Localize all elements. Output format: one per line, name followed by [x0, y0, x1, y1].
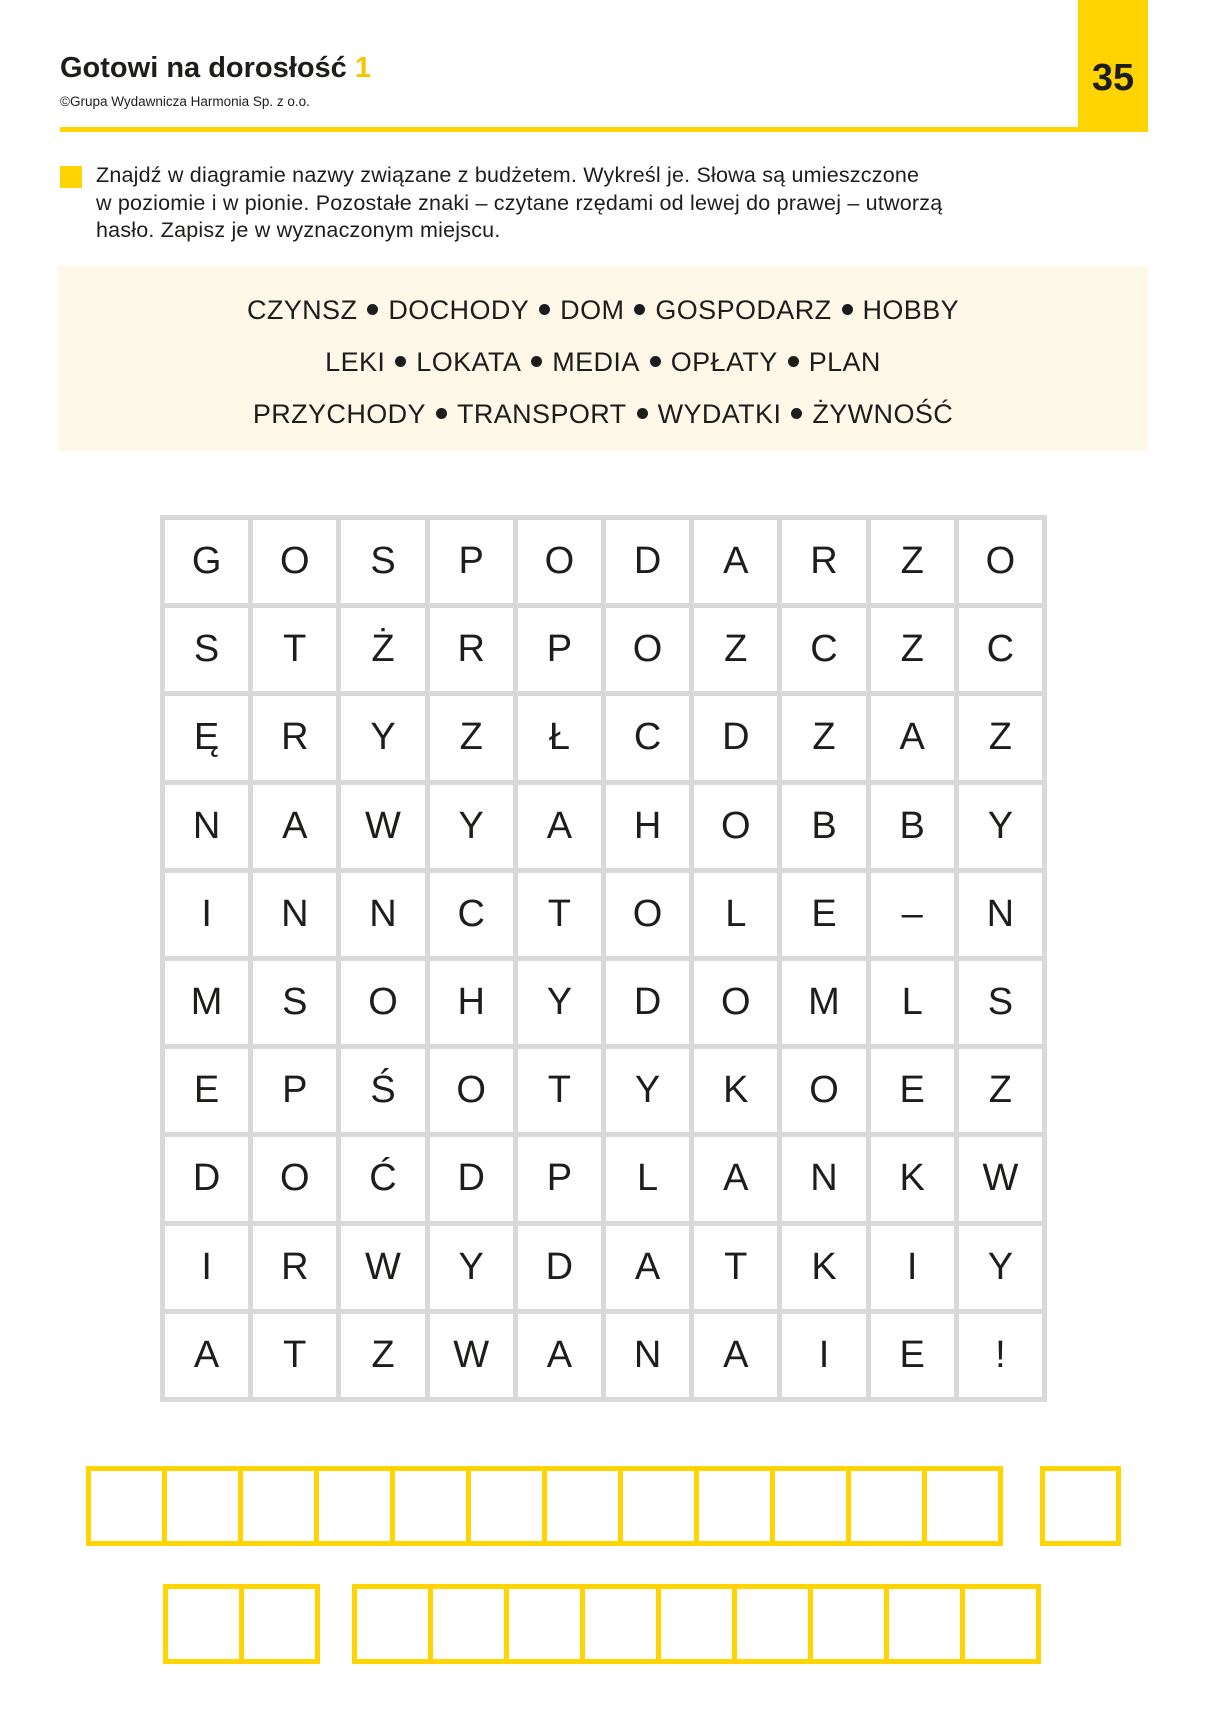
grid-cell[interactable]: N	[959, 873, 1042, 956]
grid-cell[interactable]: O	[253, 520, 336, 603]
grid-cell[interactable]: N	[165, 785, 248, 868]
grid-cell[interactable]: L	[694, 873, 777, 956]
grid-cell[interactable]: Ł	[518, 696, 601, 779]
grid-cell[interactable]: Ć	[341, 1137, 424, 1220]
grid-cell[interactable]: E	[165, 1049, 248, 1132]
grid-cell[interactable]: H	[430, 961, 513, 1044]
grid-cell[interactable]: O	[253, 1137, 336, 1220]
grid-cell[interactable]: A	[871, 696, 954, 779]
grid-cell[interactable]: S	[253, 961, 336, 1044]
grid-cell[interactable]: P	[518, 608, 601, 691]
grid-cell[interactable]: Y	[430, 1226, 513, 1309]
answer-box[interactable]	[851, 1471, 927, 1541]
grid-cell[interactable]: T	[253, 1314, 336, 1397]
word-bank-item: CZYNSZ	[246, 295, 358, 325]
bullet-separator-icon	[436, 408, 447, 419]
word-bank-line	[58, 336, 1148, 388]
grid-cell[interactable]: K	[782, 1226, 865, 1309]
grid-cell[interactable]: M	[165, 961, 248, 1044]
grid-cell[interactable]: O	[694, 961, 777, 1044]
grid-cell[interactable]: Z	[871, 520, 954, 603]
grid-cell[interactable]: –	[871, 873, 954, 956]
grid-cell[interactable]: Z	[430, 696, 513, 779]
grid-cell[interactable]: C	[782, 608, 865, 691]
word-bank-item: DOM	[560, 295, 625, 325]
grid-cell[interactable]: O	[959, 520, 1042, 603]
word-bank-item: GOSPODARZ	[655, 295, 832, 325]
word-bank-item: DOCHODY	[388, 295, 530, 325]
grid-cell[interactable]: I	[782, 1314, 865, 1397]
answer-box[interactable]	[1045, 1471, 1121, 1541]
answer-box[interactable]	[661, 1589, 737, 1659]
grid-cell[interactable]: Y	[341, 696, 424, 779]
answer-box[interactable]	[433, 1589, 509, 1659]
grid-cell[interactable]: S	[341, 520, 424, 603]
word-bank-item: LEKI	[325, 347, 386, 377]
answer-box[interactable]	[471, 1471, 547, 1541]
task-instruction	[96, 162, 942, 245]
grid-cell[interactable]: L	[871, 961, 954, 1044]
grid-cell[interactable]: T	[518, 1049, 601, 1132]
grid-cell[interactable]: R	[253, 696, 336, 779]
grid-cell[interactable]: Ż	[341, 608, 424, 691]
answer-box[interactable]	[585, 1589, 661, 1659]
grid-cell[interactable]: Y	[959, 785, 1042, 868]
grid-cell[interactable]: O	[518, 520, 601, 603]
grid-cell[interactable]: Z	[782, 696, 865, 779]
word-bank-item: TRANSPORT	[456, 399, 627, 429]
answer-box[interactable]	[243, 1471, 319, 1541]
grid-cell[interactable]: A	[694, 520, 777, 603]
grid-cell[interactable]: O	[606, 608, 689, 691]
grid-cell[interactable]: R	[253, 1226, 336, 1309]
grid-cell[interactable]: K	[871, 1137, 954, 1220]
task-marker-icon	[60, 166, 82, 188]
answer-box[interactable]	[547, 1471, 623, 1541]
grid-cell[interactable]: E	[782, 873, 865, 956]
grid-cell[interactable]: Y	[959, 1226, 1042, 1309]
grid-cell[interactable]: C	[430, 873, 513, 956]
bullet-separator-icon	[539, 304, 550, 315]
answer-box[interactable]	[509, 1589, 585, 1659]
grid-cell[interactable]: H	[606, 785, 689, 868]
grid-cell[interactable]: C	[606, 696, 689, 779]
grid-cell[interactable]: N	[606, 1314, 689, 1397]
grid-cell[interactable]: O	[341, 961, 424, 1044]
grid-cell[interactable]: T	[253, 608, 336, 691]
grid-cell[interactable]: A	[518, 785, 601, 868]
grid-cell[interactable]: Z	[871, 608, 954, 691]
header-divider	[60, 127, 1148, 132]
grid-cell[interactable]: A	[694, 1314, 777, 1397]
grid-cell[interactable]: D	[694, 696, 777, 779]
bullet-separator-icon	[531, 356, 542, 367]
answer-word-group	[86, 1466, 1003, 1546]
word-bank-item: LOKATA	[416, 347, 522, 377]
grid-cell[interactable]: D	[606, 961, 689, 1044]
grid-cell[interactable]: D	[606, 520, 689, 603]
grid-cell[interactable]: S	[959, 961, 1042, 1044]
grid-cell[interactable]: K	[694, 1049, 777, 1132]
grid-cell[interactable]: Ę	[165, 696, 248, 779]
grid-cell[interactable]: B	[871, 785, 954, 868]
grid-cell[interactable]: A	[606, 1226, 689, 1309]
grid-cell[interactable]: Z	[694, 608, 777, 691]
grid-cell[interactable]: A	[694, 1137, 777, 1220]
grid-cell[interactable]: E	[871, 1049, 954, 1132]
answer-box[interactable]	[167, 1471, 243, 1541]
grid-cell[interactable]: Y	[430, 785, 513, 868]
answer-word-group	[163, 1584, 320, 1664]
grid-cell[interactable]: A	[253, 785, 336, 868]
grid-cell[interactable]: T	[518, 873, 601, 956]
word-bank-line	[58, 388, 1148, 440]
grid-cell[interactable]: R	[782, 520, 865, 603]
answer-box[interactable]	[168, 1589, 244, 1659]
copyright-line: ©Grupa Wydawnicza Harmonia Sp. z o.o.	[60, 94, 310, 109]
bullet-separator-icon	[791, 408, 802, 419]
grid-cell[interactable]: A	[518, 1314, 601, 1397]
grid-cell[interactable]: T	[694, 1226, 777, 1309]
answer-box[interactable]	[889, 1589, 965, 1659]
grid-cell[interactable]: N	[253, 873, 336, 956]
grid-cell[interactable]: I	[165, 1226, 248, 1309]
grid-cell[interactable]: D	[518, 1226, 601, 1309]
grid-cell[interactable]: O	[694, 785, 777, 868]
answer-word-group	[352, 1584, 1041, 1664]
answer-box[interactable]	[319, 1471, 395, 1541]
grid-cell[interactable]: N	[341, 873, 424, 956]
word-bank-item: HOBBY	[862, 295, 960, 325]
word-bank-item: ŻYWNOŚĆ	[812, 399, 954, 429]
grid-cell[interactable]: D	[430, 1137, 513, 1220]
grid-cell[interactable]: W	[341, 785, 424, 868]
instruction-line: hasło. Zapisz je w wyznaczonym miejscu.	[96, 218, 501, 242]
book-title	[60, 50, 371, 86]
grid-cell[interactable]: L	[606, 1137, 689, 1220]
grid-cell[interactable]: Y	[518, 961, 601, 1044]
answer-box[interactable]	[965, 1589, 1041, 1659]
word-bank-item: PRZYCHODY	[252, 399, 426, 429]
answer-box[interactable]	[737, 1589, 813, 1659]
grid-cell[interactable]: D	[165, 1137, 248, 1220]
grid-cell[interactable]: M	[782, 961, 865, 1044]
grid-cell[interactable]: N	[782, 1137, 865, 1220]
word-search-grid	[160, 515, 1047, 1402]
answer-word-group	[1040, 1466, 1121, 1546]
bullet-separator-icon	[650, 356, 661, 367]
grid-cell[interactable]: P	[430, 520, 513, 603]
grid-cell[interactable]: O	[430, 1049, 513, 1132]
answer-box[interactable]	[775, 1471, 851, 1541]
grid-cell[interactable]: P	[253, 1049, 336, 1132]
bullet-separator-icon	[367, 304, 378, 315]
grid-cell[interactable]: C	[959, 608, 1042, 691]
answer-box[interactable]	[244, 1589, 320, 1659]
answer-box[interactable]	[357, 1589, 433, 1659]
grid-cell[interactable]: R	[430, 608, 513, 691]
bullet-separator-icon	[788, 356, 799, 367]
grid-cell[interactable]: Z	[959, 696, 1042, 779]
bullet-separator-icon	[637, 408, 648, 419]
answer-box[interactable]	[623, 1471, 699, 1541]
grid-cell[interactable]: Y	[606, 1049, 689, 1132]
grid-cell[interactable]: !	[959, 1314, 1042, 1397]
grid-cell[interactable]: O	[606, 873, 689, 956]
grid-cell[interactable]: P	[518, 1137, 601, 1220]
book-volume: 1	[354, 52, 372, 84]
instruction-line: w poziomie i w pionie. Pozostałe znaki – czytane rzędami od lewej do prawej – utworzą	[96, 190, 943, 215]
word-bank-line	[58, 284, 1148, 336]
word-bank-item: OPŁATY	[670, 347, 778, 377]
answer-box[interactable]	[699, 1471, 775, 1541]
bullet-separator-icon	[634, 304, 645, 315]
grid-cell[interactable]: Z	[341, 1314, 424, 1397]
grid-cell[interactable]: I	[165, 873, 248, 956]
grid-cell[interactable]: G	[165, 520, 248, 603]
bullet-separator-icon	[395, 356, 406, 367]
bullet-separator-icon	[842, 304, 853, 315]
grid-cell[interactable]: O	[782, 1049, 865, 1132]
word-bank-item: PLAN	[808, 347, 881, 377]
grid-cell[interactable]: S	[165, 608, 248, 691]
grid-cell[interactable]: W	[959, 1137, 1042, 1220]
grid-cell[interactable]: E	[871, 1314, 954, 1397]
answer-box[interactable]	[395, 1471, 471, 1541]
grid-cell[interactable]: W	[341, 1226, 424, 1309]
grid-cell[interactable]: W	[430, 1314, 513, 1397]
answer-box[interactable]	[91, 1471, 167, 1541]
grid-cell[interactable]: B	[782, 785, 865, 868]
grid-cell[interactable]: Ś	[341, 1049, 424, 1132]
book-title-text: Gotowi na dorosłość	[60, 52, 347, 84]
word-bank-item: MEDIA	[552, 347, 640, 377]
word-bank-item: WYDATKI	[657, 399, 782, 429]
word-bank	[58, 266, 1148, 451]
grid-cell[interactable]: I	[871, 1226, 954, 1309]
grid-cell[interactable]: A	[165, 1314, 248, 1397]
answer-box[interactable]	[927, 1471, 1003, 1541]
answer-box[interactable]	[813, 1589, 889, 1659]
page-number: 35	[1078, 0, 1148, 129]
grid-cell[interactable]: Z	[959, 1049, 1042, 1132]
instruction-line: Znajdź w diagramie nazwy związane z budżetem. Wykreśl je. Słowa są umieszczone	[96, 163, 920, 187]
